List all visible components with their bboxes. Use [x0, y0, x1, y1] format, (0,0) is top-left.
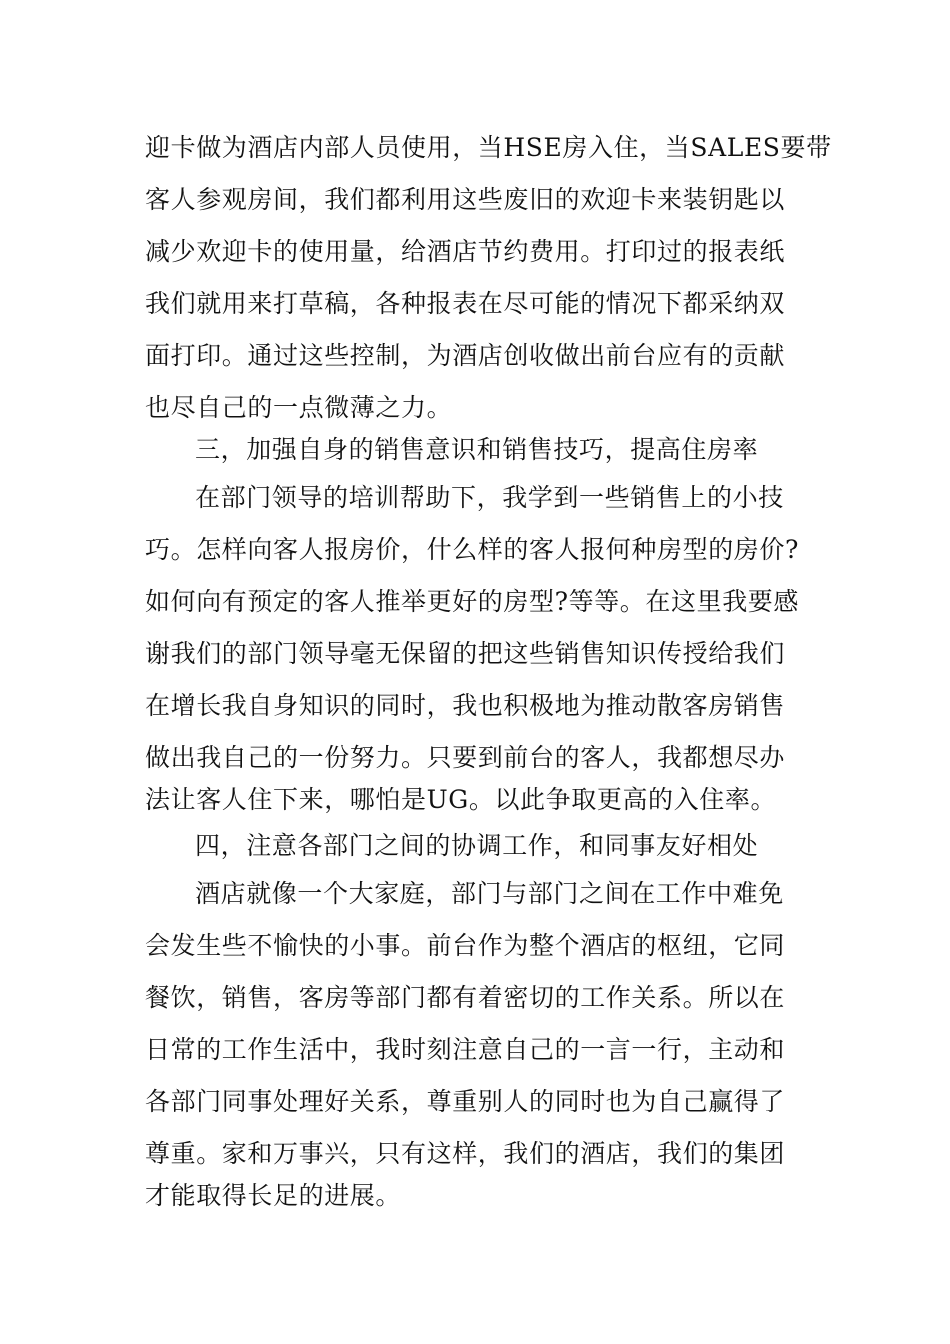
section-heading-3: 三，加强自身的销售意识和销售技巧，提高住房率: [195, 435, 759, 464]
text-line: 会发生些不愉快的小事。前台作为整个酒店的枢纽，它同: [145, 931, 786, 960]
text-line: 面打印。通过这些控制，为酒店创收做出前台应有的贡献: [145, 341, 786, 370]
text-line: 迎卡做为酒店内部人员使用，当HSE房入住，当SALES要带: [145, 133, 832, 162]
paragraph-first-line: 在部门领导的培训帮助下，我学到一些销售上的小技: [195, 483, 784, 512]
text-line: 客人参观房间，我们都利用这些废旧的欢迎卡来装钥匙以: [145, 185, 786, 214]
text-line: 谢我们的部门领导毫无保留的把这些销售知识传授给我们: [145, 639, 786, 668]
text-line: 各部门同事处理好关系，尊重别人的同时也为自己赢得了: [145, 1087, 786, 1116]
text-line: 在增长我自身知识的同时，我也积极地为推动散客房销售: [145, 691, 786, 720]
text-line: 日常的工作生活中，我时刻注意自己的一言一行，主动和: [145, 1035, 786, 1064]
text-line: 法让客人住下来，哪怕是UG。以此争取更高的入住率。: [145, 785, 777, 814]
text-line: 也尽自己的一点微薄之力。: [145, 393, 453, 422]
text-line: 我们就用来打草稿，各种报表在尽可能的情况下都采纳双: [145, 289, 786, 318]
paragraph-first-line: 酒店就像一个大家庭，部门与部门之间在工作中难免: [195, 879, 784, 908]
text-line: 减少欢迎卡的使用量，给酒店节约费用。打印过的报表纸: [145, 237, 786, 266]
text-line: 尊重。家和万事兴，只有这样，我们的酒店，我们的集团: [145, 1139, 786, 1168]
text-line: 餐饮，销售，客房等部门都有着密切的工作关系。所以在: [145, 983, 786, 1012]
text-line: 如何向有预定的客人推举更好的房型?等等。在这里我要感: [145, 587, 800, 616]
text-line: 才能取得长足的进展。: [145, 1181, 402, 1210]
text-line: 做出我自己的一份努力。只要到前台的客人，我都想尽办: [145, 743, 786, 772]
section-heading-4: 四，注意各部门之间的协调工作，和同事友好相处: [195, 831, 759, 860]
text-line: 巧。怎样向客人报房价，什么样的客人报何种房型的房价?: [145, 535, 800, 564]
